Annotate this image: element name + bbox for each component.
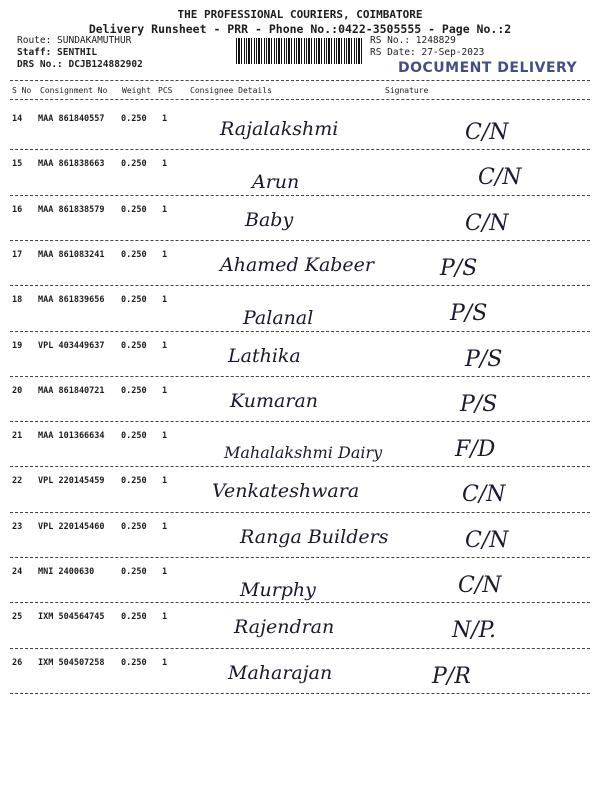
row-pcs: 1 xyxy=(162,476,168,487)
row-consignment-no: MAA 101366634 xyxy=(38,431,105,442)
row-pcs: 1 xyxy=(162,159,168,170)
row-pcs: 1 xyxy=(162,114,168,124)
rs-block xyxy=(370,35,484,59)
divider xyxy=(10,99,590,100)
row-sno: 15 xyxy=(12,159,23,170)
row-consignment-no: MAA 861839656 xyxy=(38,295,105,306)
row-weight: 0.250 xyxy=(121,340,147,351)
row-pcs: 1 xyxy=(162,612,168,623)
col-sno-header: S No xyxy=(12,86,32,95)
rs-date: RS Date: 27-Sep-2023 xyxy=(370,47,485,58)
row-weight: 0.250 xyxy=(121,567,147,577)
row-consignment-no: IXM 504564745 xyxy=(38,612,105,623)
row-divider xyxy=(10,512,590,513)
drs-number: DRS No.: DCJB124882902 xyxy=(17,59,143,70)
row-consignment-no: MAA 861840721 xyxy=(38,385,105,396)
signature-handwritten: P/S xyxy=(440,255,478,281)
row-pcs: 1 xyxy=(162,295,168,306)
route-staff-block xyxy=(17,35,143,71)
row-consignment-no: MAA 861840557 xyxy=(38,114,105,124)
consignee-name-handwritten: Rajendran xyxy=(234,616,335,639)
consignee-name-handwritten: Mahalakshmi Dairy xyxy=(224,443,383,463)
row-weight: 0.250 xyxy=(121,521,147,532)
row-weight: 0.250 xyxy=(121,657,147,668)
row-sno: 26 xyxy=(12,657,23,668)
signature-handwritten: C/N xyxy=(462,482,506,508)
col-signature-header: Signature xyxy=(385,86,429,95)
consignee-name-handwritten: Baby xyxy=(245,208,294,231)
consignee-name-handwritten: Palanal xyxy=(243,307,314,330)
row-pcs: 1 xyxy=(162,431,168,442)
row-sno: 14 xyxy=(12,114,23,124)
consignee-name-handwritten: Rajalakshmi xyxy=(220,118,339,140)
row-divider xyxy=(10,195,590,196)
signature-handwritten: C/N xyxy=(465,120,509,145)
signature-handwritten: P/S xyxy=(460,391,498,417)
row-pcs: 1 xyxy=(162,385,168,396)
signature-handwritten: P/S xyxy=(450,301,488,327)
row-sno: 20 xyxy=(12,385,23,396)
staff-text: Staff: SENTHIL xyxy=(17,47,98,58)
row-sno: 21 xyxy=(12,431,23,442)
route-text: Route: SUNDAKAMUTHUR xyxy=(17,35,132,46)
signature-handwritten: P/S xyxy=(465,346,503,372)
signature-handwritten: C/N xyxy=(465,527,509,553)
row-weight: 0.250 xyxy=(121,431,147,442)
signature-handwritten: C/N xyxy=(465,210,509,236)
row-weight: 0.250 xyxy=(121,249,147,260)
consignee-name-handwritten: Lathika xyxy=(228,344,301,367)
consignee-name-handwritten: Arun xyxy=(252,171,300,194)
row-sno: 19 xyxy=(12,340,23,351)
row-divider xyxy=(10,240,590,241)
row-weight: 0.250 xyxy=(121,295,147,306)
row-divider xyxy=(10,376,590,377)
company-title: THE PROFESSIONAL COURIERS, COIMBATORE xyxy=(177,8,423,21)
row-divider xyxy=(10,466,590,467)
row-consignment-no: VPL 220145459 xyxy=(38,476,105,487)
row-consignment-no: MAA 861838663 xyxy=(38,159,105,170)
row-weight: 0.250 xyxy=(121,159,147,170)
signature-handwritten: F/D xyxy=(455,437,496,463)
row-sno: 23 xyxy=(12,521,23,532)
row-divider xyxy=(10,421,590,422)
signature-handwritten: C/N xyxy=(478,165,522,191)
row-consignment-no: VPL 403449637 xyxy=(38,340,105,351)
col-weight-header: Weight xyxy=(122,86,151,95)
row-sno: 18 xyxy=(12,295,23,306)
row-weight: 0.250 xyxy=(121,385,147,396)
row-divider xyxy=(10,331,590,332)
row-sno: 17 xyxy=(12,249,23,260)
col-details-header: Consignee Details xyxy=(190,86,272,95)
row-sno: 16 xyxy=(12,204,23,215)
row-sno: 25 xyxy=(12,612,23,623)
row-divider xyxy=(10,693,590,694)
col-consignment-header: Consignment No xyxy=(40,86,108,95)
row-divider xyxy=(10,149,590,150)
row-consignment-no: MAA 861838579 xyxy=(38,204,105,215)
divider xyxy=(10,80,590,81)
row-sno: 24 xyxy=(12,567,23,577)
row-divider xyxy=(10,602,590,603)
barcode-image xyxy=(236,38,364,64)
row-weight: 0.250 xyxy=(121,476,147,487)
row-weight: 0.250 xyxy=(121,114,147,124)
signature-handwritten: C/N xyxy=(458,573,502,598)
row-weight: 0.250 xyxy=(121,612,147,623)
signature-handwritten: P/R xyxy=(432,663,471,689)
consignee-name-handwritten: Ahamed Kabeer xyxy=(220,253,375,276)
row-weight: 0.250 xyxy=(121,204,147,215)
row-pcs: 1 xyxy=(162,567,168,577)
signature-handwritten: N/P. xyxy=(452,618,496,644)
consignee-name-handwritten: Murphy xyxy=(240,579,316,601)
row-pcs: 1 xyxy=(162,204,168,215)
consignee-name-handwritten: Maharajan xyxy=(228,661,333,684)
row-consignment-no: VPL 220145460 xyxy=(38,521,105,532)
row-divider xyxy=(10,648,590,649)
consignee-name-handwritten: Venkateshwara xyxy=(212,480,360,503)
consignee-name-handwritten: Kumaran xyxy=(230,389,319,412)
row-pcs: 1 xyxy=(162,657,168,668)
row-pcs: 1 xyxy=(162,340,168,351)
document-delivery-stamp: DOCUMENT DELIVERY xyxy=(398,60,578,76)
row-pcs: 1 xyxy=(162,249,168,260)
row-consignment-no: MAA 861083241 xyxy=(38,249,105,260)
row-consignment-no: MNI 2400630 xyxy=(38,567,95,577)
row-divider xyxy=(10,557,590,558)
row-consignment-no: IXM 504507258 xyxy=(38,657,105,668)
consignee-name-handwritten: Ranga Builders xyxy=(240,525,389,548)
row-sno: 22 xyxy=(12,476,23,487)
row-pcs: 1 xyxy=(162,521,168,532)
col-pcs-header: PCS xyxy=(158,86,173,95)
rs-number: RS No.: 1248829 xyxy=(370,35,456,46)
runsheet-subtitle: Delivery Runsheet - PRR - Phone No.:0422-3505555 - Page No.:2 xyxy=(88,22,512,36)
row-divider xyxy=(10,285,590,286)
